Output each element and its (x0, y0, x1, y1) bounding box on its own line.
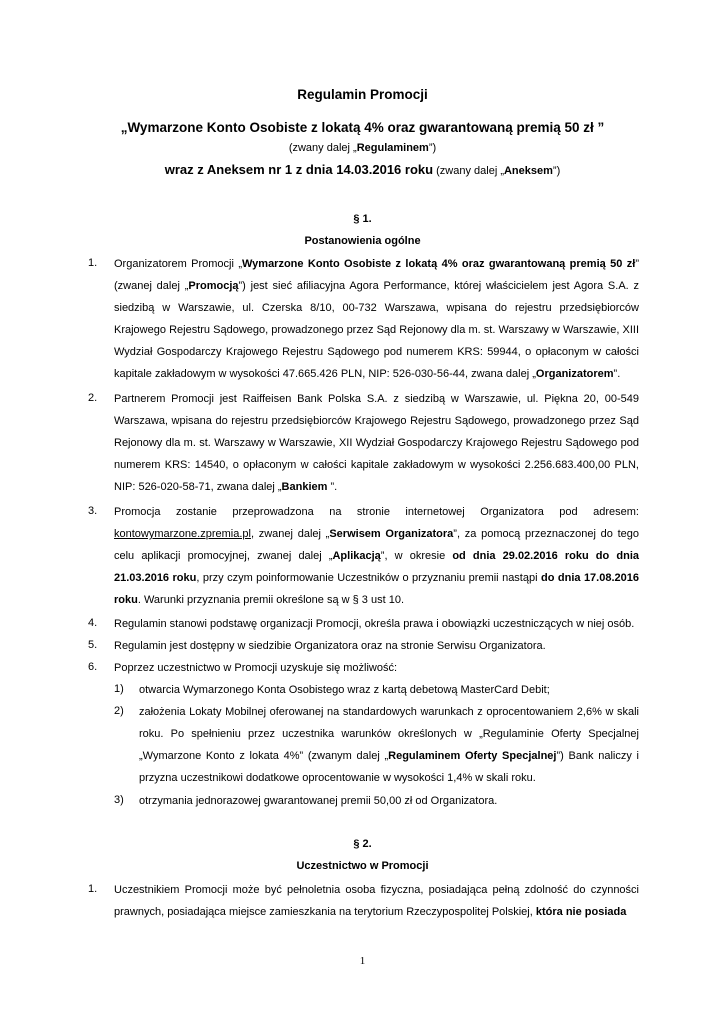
subitem-number: 3) (114, 794, 124, 806)
section-1-number: § 1. (353, 213, 372, 225)
section-2-number: § 2. (353, 838, 372, 850)
item-number: 2. (88, 392, 98, 404)
serwis-link[interactable]: kontowymarzone.zpremia.pl (114, 528, 251, 540)
annex-line: wraz z Aneksem nr 1 z dnia 14.03.2016 roku (zwany dalej „Aneksem”) (164, 162, 561, 177)
paragraph-promotion-site: Promocja zostanie przeprowadzona na stronie internetowej Organizatora pod adresem: kontowymarzone.zpremia.pl, zwanej dalej „Serwisem Organizatora”, za pomocą przeznaczonej do tego celu aplikacji promocyjnej, zwanej dalej „Aplikacją”, w okresie od dnia 29.02.2016 roku do dnia 21.03.2016 roku, przy czym poinformowanie Uczestników o przyznaniu premii nastąpi do dnia 17.08.2016 roku. Warunki przyznania premii określone są w § 3 ust 10. (114, 506, 639, 606)
paragraph-regulation-basis: Regulamin stanowi podstawę organizacji Promocji, określa prawa i obowiązki uczestniczących w niej osób. (114, 618, 635, 630)
subitem-account: otwarcia Wymarzonego Konta Osobistego wraz z kartą debetową MasterCard Debit; (139, 684, 550, 696)
item-number: 5. (88, 639, 98, 651)
paragraph-participants: Uczestnikiem Promocji może być pełnoletnia osoba fizyczna, posiadająca pełną zdolność do czynności prawnych, posiadająca miejsce zamieszkania na terytorium Rzeczypospolitej Polskiej, która nie posiada (114, 884, 639, 918)
item-number: 3. (88, 505, 98, 517)
paragraph-availability: Regulamin jest dostępny w siedzibie Organizatora oraz na stronie Serwisu Organizatora. (114, 640, 546, 652)
item-number: 1. (88, 883, 98, 895)
subitem-number: 1) (114, 683, 124, 695)
document-title: Regulamin Promocji (297, 87, 428, 102)
called-note: (zwany dalej „Regulaminem”) (288, 142, 437, 154)
item-number: 6. (88, 661, 98, 673)
promotion-name: „Wymarzone Konto Osobiste z lokatą 4% oraz gwarantowaną premią 50 zł ” (120, 120, 605, 135)
paragraph-partner: Partnerem Promocji jest Raiffeisen Bank Polska S.A. z siedzibą w Warszawie, ul. Piękna 20, 00-549 Warszawa, wpisana do rejestru przedsiębiorców Krajowego Rejestru Sądowego, prowadzonego przez Sąd Rejonowy dla m. st. Warszawy w Warszawie, XII Wydział Gospodarczy Krajowego Rejestru Sądowego pod numerem KRS: 14540, o opłaconym w całości kapitale zakładowym w wysokości 2.256.683.400,00 PLN, NIP: 526-020-58-71, zwana dalej „Bankiem ”. (114, 393, 639, 493)
subitem-mobile-deposit: założenia Lokaty Mobilnej oferowanej na standardowych warunkach z oprocentowaniem 2,6% w skali roku. Po spełnieniu przez uczestnika warunków określonych w „Regulaminie Oferty Specjalnej „Wymarzone Konto z lokata 4%” (zwanym dalej „Regulaminem Oferty Specjalnej”) Bank naliczy i przyzna uczestnikowi dodatkowe oprocentowanie w wysokości 1,4% w skali roku. (139, 706, 639, 784)
subitem-number: 2) (114, 705, 124, 717)
subitem-bonus: otrzymania jednorazowej gwarantowanej premii 50,00 zł od Organizatora. (139, 795, 498, 807)
section-1-title: Postanowienia ogólne (304, 235, 421, 247)
section-2-title: Uczestnictwo w Promocji (296, 860, 429, 872)
paragraph-organizer: Organizatorem Promocji „Wymarzone Konto Osobiste z lokatą 4% oraz gwarantowaną premią 50 zł” (zwanej dalej „Promocją”) jest sieć afiliacyjna Agora Performance, której właścicielem jest Agora S.A. z siedzibą w Warszawie, ul. Czerska 8/10, 00-732 Warszawa, wpisana do rejestru przedsiębiorców Krajowego Rejestru Sądowego, prowadzonego przez Sąd Rejonowy dla m. st. Warszawy w Warszawie, XIII Wydział Gospodarczy Krajowego Rejestru Sądowego pod numerem KRS: 59944, o opłaconym w całości kapitale zakładowym w wysokości 47.665.426 PLN, NIP: 526-030-56-44, zwana dalej „Organizatorem”. (114, 258, 639, 380)
page-number: 1 (359, 955, 366, 967)
item-number: 1. (88, 257, 98, 269)
item-number: 4. (88, 617, 98, 629)
paragraph-possibilities: Poprzez uczestnictwo w Promocji uzyskuje się możliwość: (114, 662, 398, 674)
